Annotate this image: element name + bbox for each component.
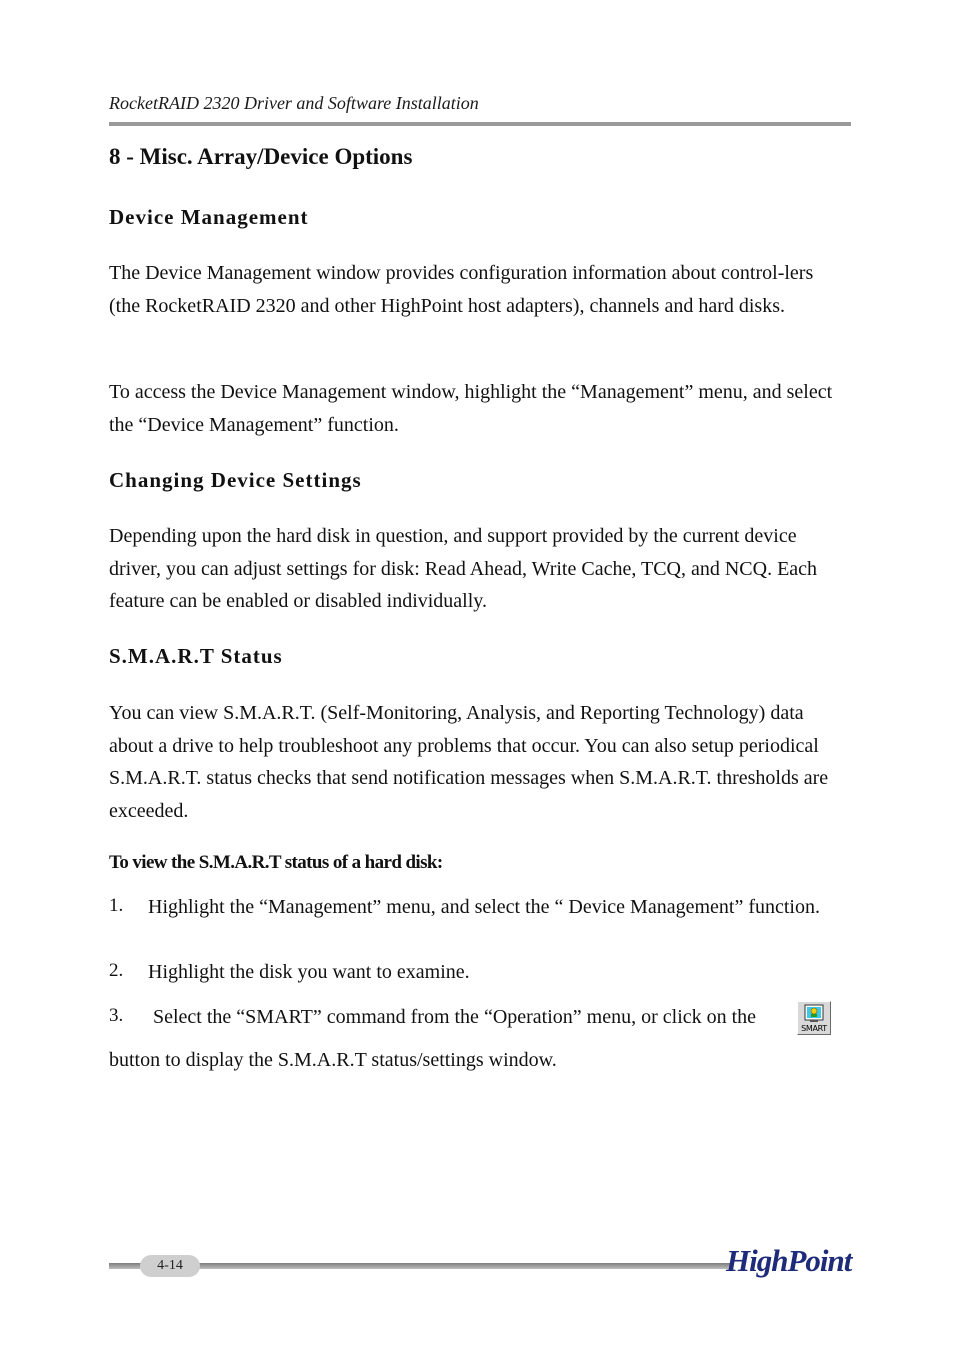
step-1-number: 1. — [109, 895, 124, 916]
smart-button-label: SMART — [801, 1024, 827, 1033]
heading-smart-status: S.M.A.R.T Status — [109, 644, 283, 668]
step-3-text: Select the “SMART” command from the “Operation” menu, or click on the — [148, 1006, 757, 1028]
heading-device-management: Device Management — [109, 205, 309, 229]
procedure-title: To view the S.M.A.R.T status of a hard disk: — [109, 852, 443, 873]
section-title: 8 - Misc. Array/Device Options — [109, 144, 413, 169]
smart-monitor-icon — [804, 1004, 824, 1024]
step-3-continuation: button to display the S.M.A.R.T status/settings window. — [109, 1049, 557, 1071]
smart-button[interactable] — [797, 1001, 831, 1035]
paragraph-device-management-1: The Device Management window provides configuration information about control-lers (the RocketRAID 2320 and other HighPoint host adapters), channels and hard disks. — [109, 262, 814, 317]
page-number-badge: 4-14 — [140, 1255, 200, 1277]
highpoint-logo: HighPoint — [726, 1243, 852, 1278]
paragraph-device-management-2: To access the Device Management window, highlight the “Management” menu, and select the “Device Management” function. — [109, 381, 833, 436]
paragraph-smart-status: You can view S.M.A.R.T. (Self-Monitoring, Analysis, and Reporting Technology) data about a drive to help troubleshoot any problems that occur. You can also setup periodical S.M.A.R.T. status checks that send notification messages when S.M.A.R.T. thresholds are exceeded. — [109, 702, 829, 822]
step-2-text: Highlight the disk you want to examine. — [148, 961, 470, 983]
step-2-number: 2. — [109, 960, 124, 981]
paragraph-changing-device-settings: Depending upon the hard disk in question, and support provided by the current device driver, you can adjust settings for disk: Read Ahead, Write Cache, TCQ, and NCQ. Each feature can be enabled or disabled individually. — [109, 525, 818, 612]
header-rule — [109, 122, 851, 126]
step-3-number: 3. — [109, 1005, 124, 1026]
running-header: RocketRAID 2320 Driver and Software Installation — [109, 93, 479, 113]
step-1-text: Highlight the “Management” menu, and select the “ Device Management” function. — [148, 896, 820, 918]
heading-changing-device-settings: Changing Device Settings — [109, 468, 362, 492]
footer-rule — [109, 1263, 731, 1269]
